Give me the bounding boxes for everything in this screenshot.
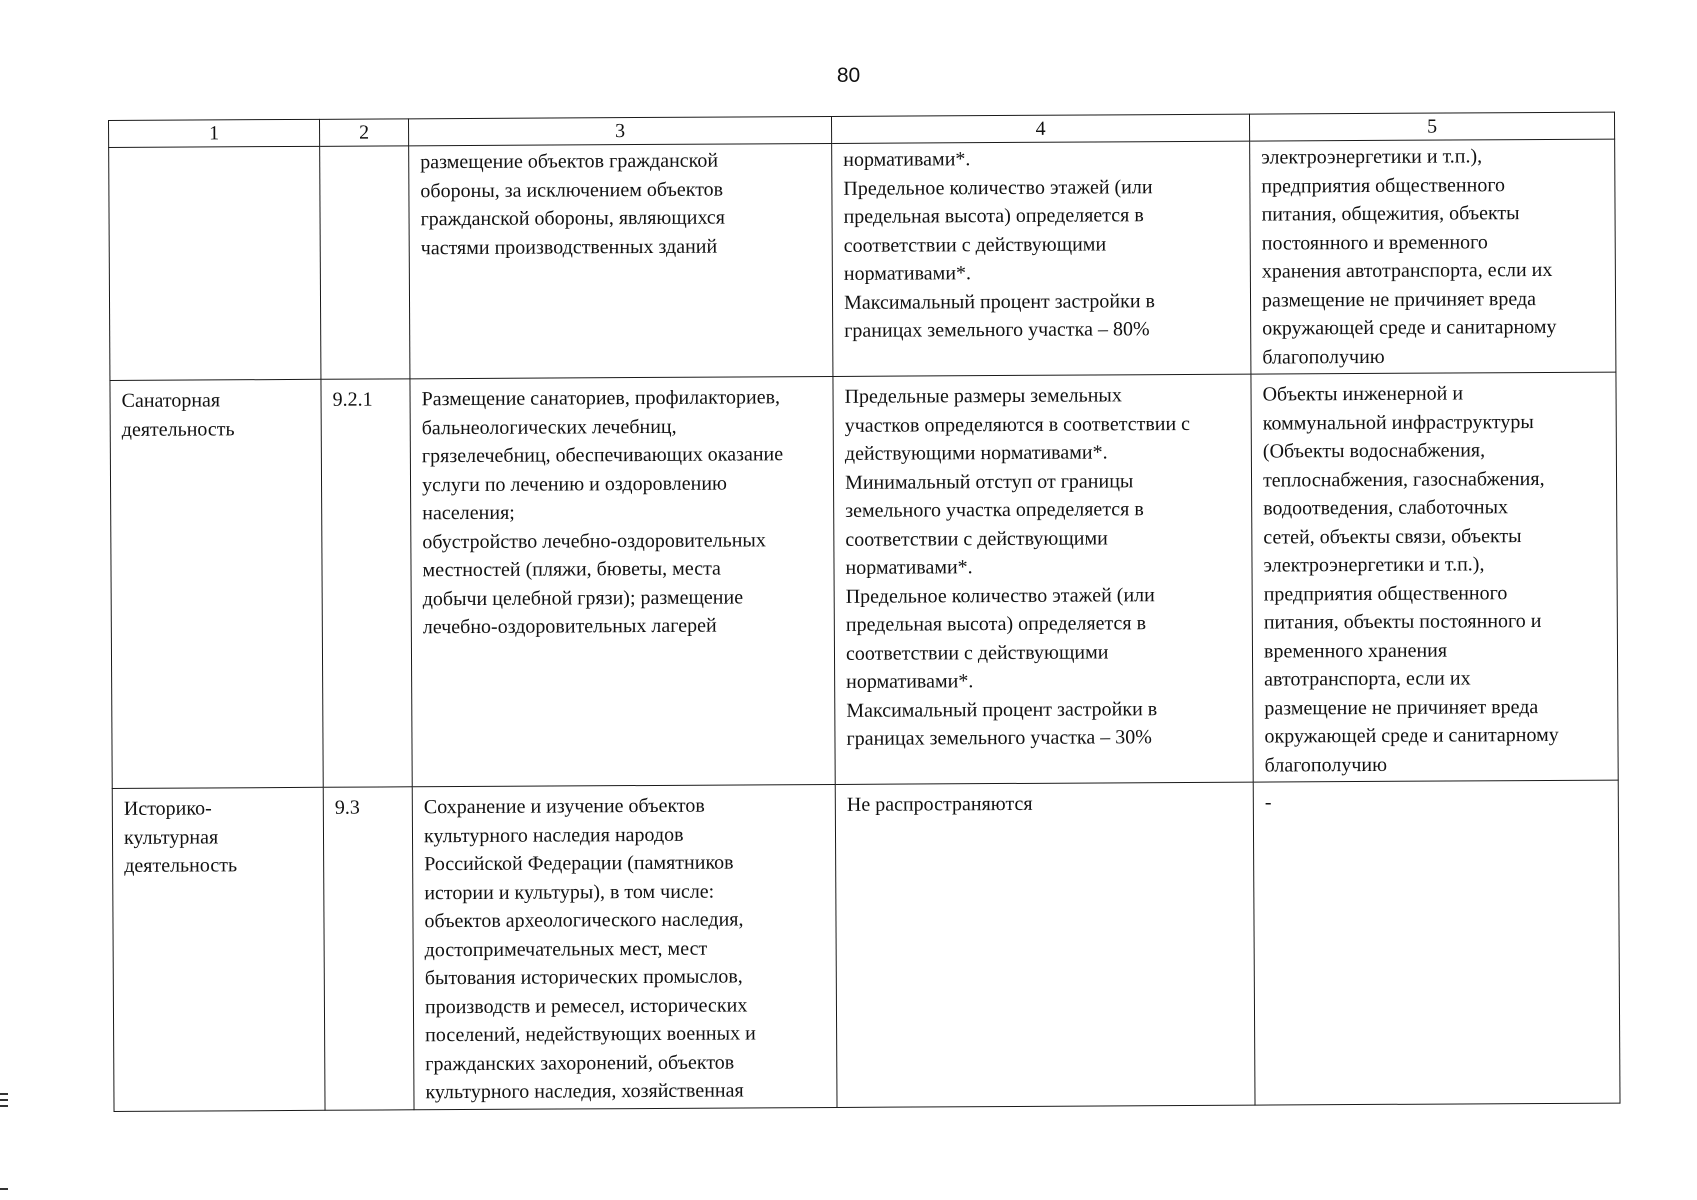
cell-description (409, 143, 833, 378)
table-row-sanatorium (110, 372, 1618, 788)
cell-auxiliary-uses (1250, 139, 1616, 374)
text-line: - (1264, 791, 1272, 814)
text-line: нормативами*. (845, 556, 973, 579)
text-line: частями производственных зданий (420, 235, 718, 259)
text-line: культурного наследия, хозяйственная (425, 1079, 744, 1104)
text-line: предельная высота) определяется в (843, 204, 1144, 228)
cell-code: 9.2.1 (321, 379, 412, 787)
cell-code: 9.3 (323, 787, 414, 1110)
cell-activity-name (110, 379, 323, 788)
text-line: Историко- (123, 797, 212, 820)
text-line: Объекты инженерной и (1262, 382, 1464, 406)
text-line: нормативами*. (843, 148, 971, 171)
text-line: предельная высота) определяется в (845, 612, 1147, 636)
text-line: (Объекты водоснабжения, (1262, 439, 1486, 463)
text-line: гражданских захоронений, объектов (425, 1051, 735, 1075)
text-line: коммунальной инфраструктуры (1262, 410, 1534, 435)
text-line: границах земельного участка – 30% (846, 726, 1152, 750)
scan-margin-mark (0, 1105, 8, 1107)
scan-margin-mark (0, 1093, 8, 1095)
text-line: обустройство лечебно-оздоровительных (422, 528, 766, 553)
text-line: действующими нормативами*. (844, 441, 1108, 465)
cell-activity-name (109, 146, 321, 380)
text-line: питания, объекты постоянного и (1263, 610, 1542, 634)
text-line: лечебно-оздоровительных лагерей (422, 614, 717, 639)
text-line: Не распространяются (846, 792, 1033, 816)
text-line: культурного наследия народов (423, 823, 684, 847)
text-line: Минимальный отступ от границы (844, 469, 1134, 494)
text-line: бытования исторических промыслов, (424, 965, 743, 990)
table-row-historical-cultural (112, 780, 1620, 1111)
cell-parameters (833, 374, 1253, 784)
text-line: размещение объектов гражданской (420, 149, 719, 174)
text-line: предприятия общественного (1261, 173, 1506, 198)
cell-parameters (835, 782, 1255, 1107)
text-line: нормативами*. (846, 670, 974, 693)
text-line: Санаторная (121, 389, 221, 412)
cell-auxiliary-uses (1251, 372, 1618, 782)
header-col-4: 4 (831, 114, 1249, 143)
text-line: границах земельного участка – 80% (844, 318, 1150, 342)
cell-activity-name (112, 787, 325, 1111)
text-line: предприятия общественного (1263, 581, 1508, 606)
text-line: бальнеологических лечебниц, (421, 415, 677, 439)
text-line: электроэнергетики и т.п.), (1261, 145, 1483, 169)
text-line: добычи целебной грязи); размещение (422, 585, 744, 610)
text-line: Размещение санаториев, профилакториев, (421, 386, 781, 411)
text-line: Предельное количество этажей (или (845, 583, 1155, 608)
text-line: электроэнергетики и т.п.), (1263, 553, 1485, 577)
text-line: соответствии с действующими (845, 526, 1108, 551)
text-line: Максимальный процент застройки в (843, 289, 1156, 314)
text-line: истории и культуры), в том числе: (424, 880, 715, 904)
text-line: Максимальный процент застройки в (846, 697, 1158, 722)
text-line: нормативами*. (843, 262, 972, 285)
text-line: объектов археологического наследия, (424, 908, 744, 933)
text-line: автотранспорта, если их (1264, 667, 1471, 691)
text-line: культурная (123, 825, 219, 849)
text-line: местностей (пляжи, бюветы, места (422, 557, 721, 582)
text-line: Российской Федерации (памятников (424, 851, 734, 876)
text-line: земельного участка определяется в (845, 498, 1144, 522)
text-line: окружающей среде и санитарному (1264, 723, 1559, 748)
table-row-continuation (109, 139, 1616, 380)
header-col-2: 2 (319, 119, 408, 146)
zoning-table (108, 112, 1621, 1112)
text-line: деятельность (124, 854, 238, 877)
text-line: населения; (422, 501, 515, 525)
text-line: производств и ремесел, исторических (424, 993, 748, 1018)
page-number: 80 (836, 64, 861, 87)
text-line: благополучию (1262, 345, 1385, 369)
text-line: Сохранение и изучение объектов (423, 794, 705, 819)
text-line: Предельные размеры земельных (844, 384, 1122, 408)
text-line: благополучию (1264, 753, 1388, 777)
header-col-1: 1 (109, 119, 320, 147)
cell-parameters (832, 141, 1251, 376)
text-line: теплоснабжения, газоснабжения, (1262, 467, 1545, 492)
text-line: грязелечебниц, обеспечивающих оказание (421, 443, 784, 468)
header-col-3: 3 (408, 116, 831, 145)
text-line: достопримечательных мест, мест (424, 937, 708, 961)
text-line: гражданской обороны, являющихся (420, 206, 725, 231)
text-line: размещение не причиняет вреда (1264, 695, 1539, 720)
text-line: временного хранения (1263, 639, 1448, 663)
text-line: водоотведения, слаботочных (1263, 496, 1509, 520)
text-line: сетей, объекты связи, объекты (1263, 524, 1522, 549)
header-col-5: 5 (1249, 112, 1614, 141)
text-line: окружающей среде и санитарному (1262, 315, 1557, 340)
text-line: хранения автотранспорта, если их (1261, 258, 1553, 283)
text-line: соответствии с действующими (845, 640, 1109, 665)
cell-description (410, 376, 835, 786)
scan-margin-mark (0, 1188, 8, 1190)
cell-code (320, 146, 410, 379)
text-line: размещение не причиняет вреда (1261, 287, 1537, 312)
text-line: деятельность (121, 417, 235, 441)
cell-auxiliary-uses (1253, 780, 1620, 1105)
text-line: поселений, недействующих военных и (425, 1022, 756, 1047)
scan-margin-mark (0, 1099, 8, 1101)
text-line: участков определяются в соответствии с (844, 412, 1191, 437)
cell-description (412, 784, 837, 1109)
text-line: Предельное количество этажей (или (843, 175, 1153, 200)
text-line: соответствии с действующими (843, 232, 1107, 257)
text-line: услуги по лечению и оздоровлению (421, 472, 728, 496)
text-line: питания, общежития, объекты (1261, 202, 1520, 226)
text-line: постоянного и временного (1261, 230, 1488, 255)
text-line: обороны, за исключением объектов (420, 178, 724, 202)
